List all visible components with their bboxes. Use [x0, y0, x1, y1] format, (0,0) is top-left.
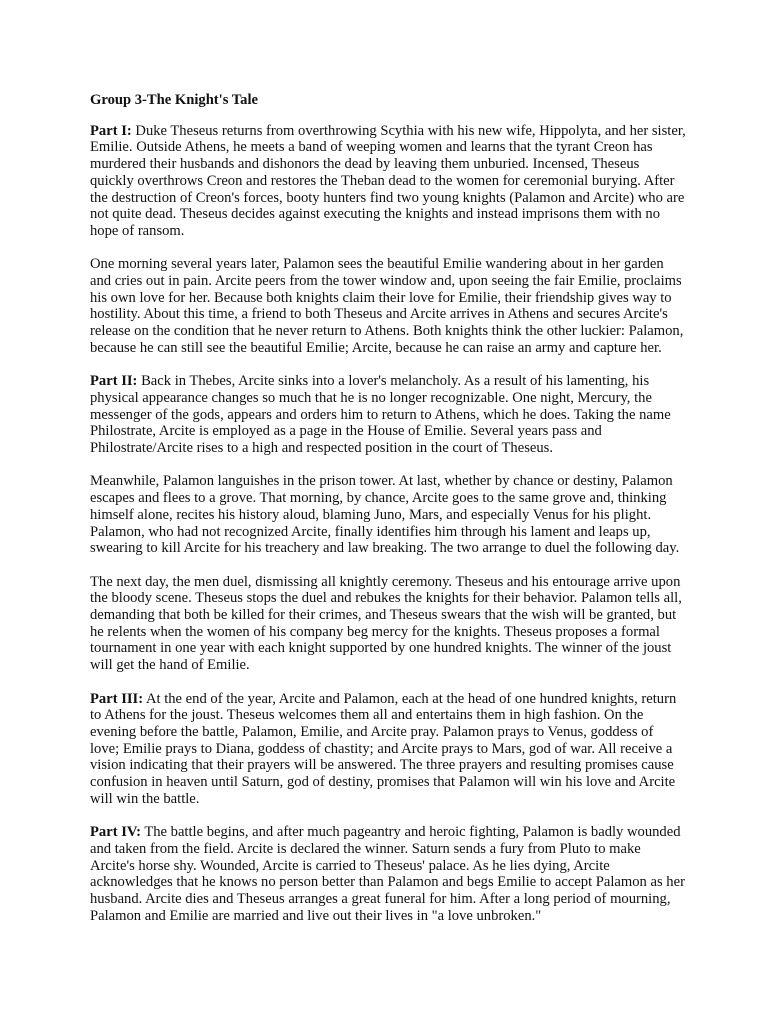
- part-label: Part I:: [90, 122, 132, 139]
- paragraph-part-2-continued: [90, 473, 686, 557]
- document-title: Group 3-The Knight's Tale: [90, 92, 259, 108]
- part-label: Part II:: [90, 373, 138, 390]
- paragraph-part-4: [90, 824, 686, 924]
- paragraph-part-2-duel: [90, 574, 686, 674]
- paragraph-text: Duke Theseus returns from overthrowing Scythia with his new wife, Hippolyta, and her sister, Emilie. Outside Athens, he meets a band of weeping women and learns that the tyrant Creon has murdered their husbands and dishonors the dead by leaving them unburied. Incensed, Theseus quickly overthrows Creon and restores the Theban dead to the women for ceremonial burying. After the destruction of Creon's forces, booty hunters find two young knights (Palamon and Arcite) who are not quite dead. Theseus decides against executing the knights and instead imprisons them with no hope of ransom.: [90, 122, 686, 239]
- part-label: Part III:: [90, 690, 144, 707]
- paragraph-part-3: [90, 691, 686, 808]
- paragraph-part-1-continued: [90, 256, 686, 356]
- paragraph-text: Meanwhile, Palamon languishes in the prison tower. At last, whether by chance or destiny, Palamon escapes and flees to a grove. That morning, by chance, Arcite goes to the same grove and, thinking himself alone, recites his history aloud, blaming Juno, Mars, and especially Venus for his plight. Palamon, who had not recognized Arcite, finally identifies him through his lament and leaps up, swearing to kill Arcite for his treachery and law breaking. The two arrange to duel the following day.: [90, 473, 680, 557]
- paragraph-text: The next day, the men duel, dismissing all knightly ceremony. Theseus and his entourage arrive upon the bloody scene. Theseus stops the duel and rebukes the knights for their behavior. Palamon tells all, demanding that both be killed for their crimes, and Theseus swears that the wish will be granted, but he relents when the women of his company beg mercy for the knights. Theseus proposes a formal tournament in one year with each knight supported by one hundred knights. The winner of the joust will get the hand of Emilie.: [90, 573, 682, 674]
- paragraph-text: At the end of the year, Arcite and Palamon, each at the head of one hundred knights, return to Athens for the joust. Theseus welcomes them all and entertains them in high fashion. On the evening before the battle, Palamon, Emilie, and Arcite pray. Palamon prays to Venus, goddess of love; Emilie prays to Diana, goddess of chastity; and Arcite prays to Mars, god of war. All receive a vision indicating that their prayers will be answered. The three prayers and resulting promises cause confusion in heaven until Saturn, god of destiny, promises that Palamon will win his love and Arcite will win the battle.: [90, 690, 677, 807]
- paragraph-text: One morning several years later, Palamon sees the beautiful Emilie wandering about in her garden and cries out in pain. Arcite peers from the tower window and, upon seeing the fair Emilie, proclaims his own love for her. Because both knights claim their love for Emilie, their friendship gives way to hostility. About this time, a friend to both Theseus and Arcite arrives in Athens and secures Arcite's release on the condition that he never return to Athens. Both knights think the other luckier: Palamon, because he can still see the beautiful Emilie; Arcite, because he can raise an army and capture her.: [90, 256, 684, 356]
- paragraph-part-1: [90, 123, 686, 240]
- paragraph-part-2: [90, 373, 686, 457]
- paragraph-text: Back in Thebes, Arcite sinks into a lover's melancholy. As a result of his lamenting, his physical appearance changes so much that he is no longer recognizable. One night, Mercury, the messenger of the gods, appears and orders him to return to Athens, which he does. Taking the name Philostrate, Arcite is employed as a page in the House of Emilie. Several years pass and Philostrate/Arcite rises to a high and respected position in the court of Theseus.: [90, 373, 671, 457]
- paragraph-text: The battle begins, and after much pageantry and heroic fighting, Palamon is badly wounded and taken from the field. Arcite is declared the winner. Saturn sends a fury from Pluto to make Arcite's horse shy. Wounded, Arcite is carried to Theseus' palace. As he lies dying, Arcite acknowledges that he knows no person better than Palamon and begs Emilie to accept Palamon as her husband. Arcite dies and Theseus arranges a great funeral for him. After a long period of mourning, Palamon and Emilie are married and live out their lives in "a love unbroken.": [90, 824, 685, 924]
- document-page: [90, 92, 686, 941]
- part-label: Part IV:: [90, 824, 141, 841]
